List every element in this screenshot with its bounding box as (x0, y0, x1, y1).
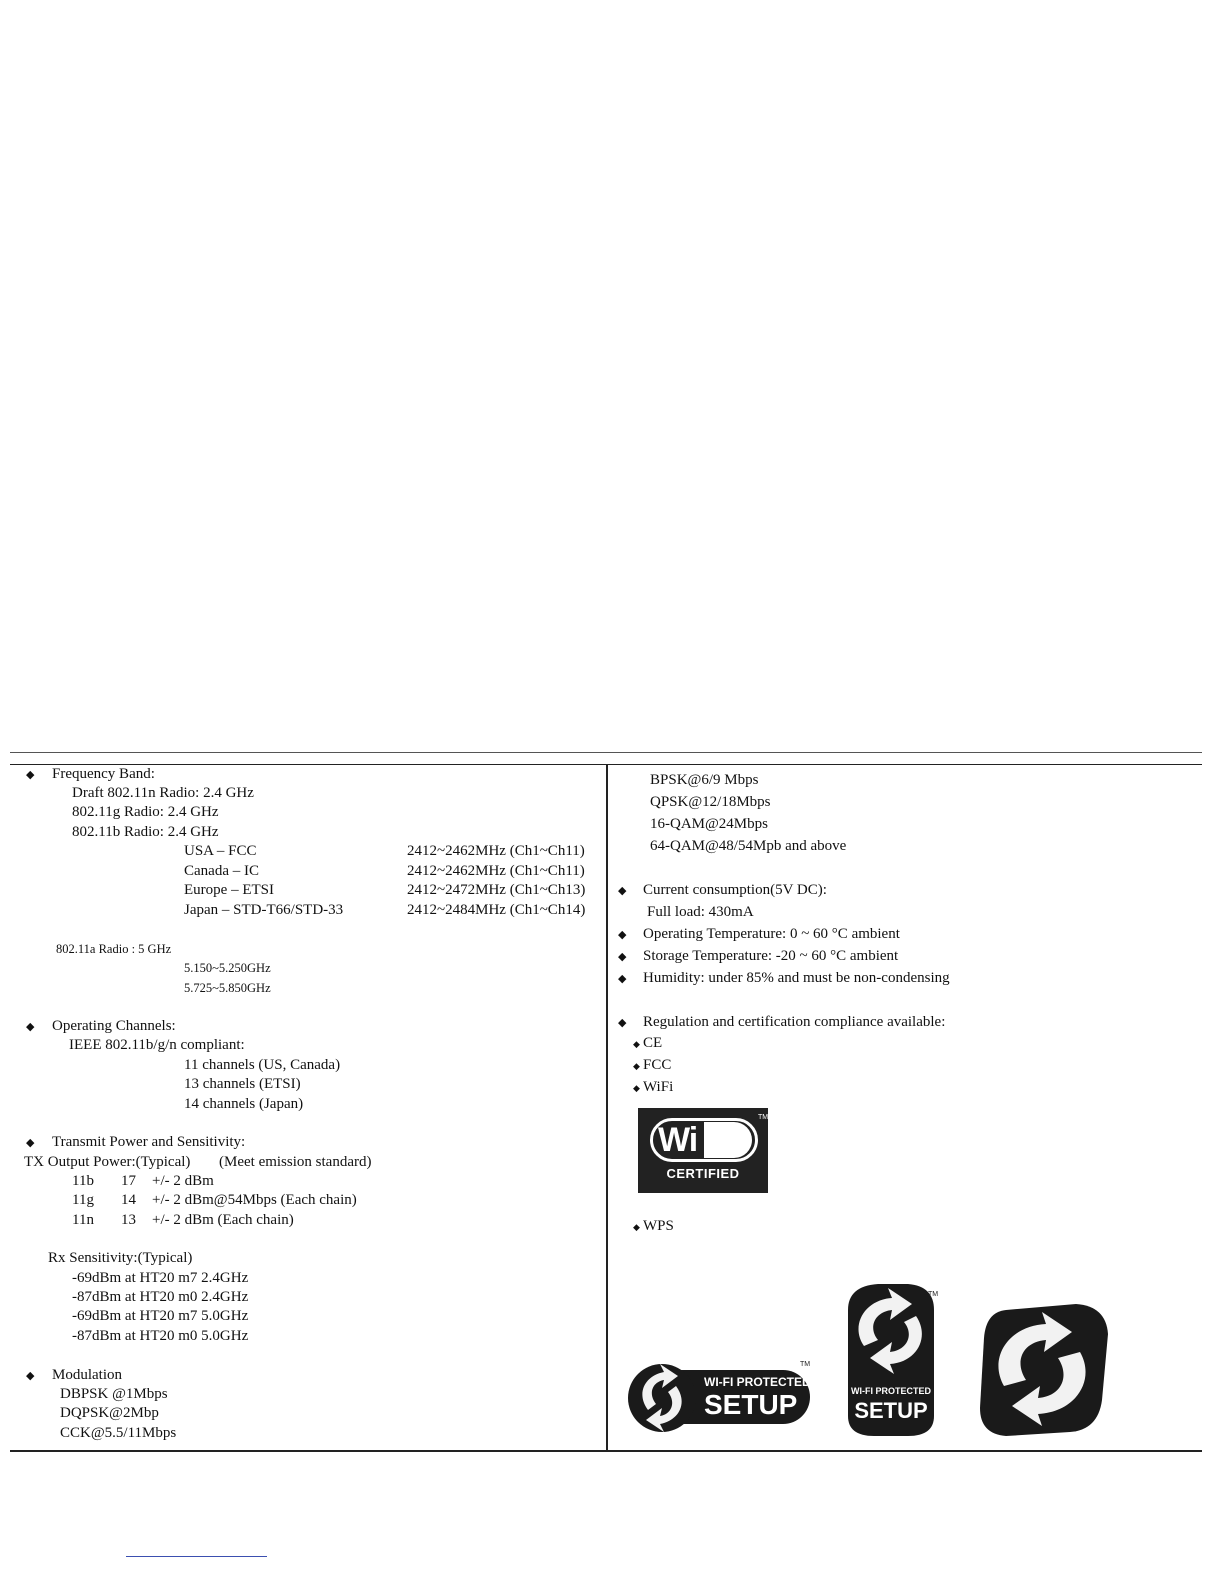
channel-line: 13 channels (ETSI) (184, 1076, 301, 1092)
tx-power: 17 (121, 1173, 136, 1189)
bottom-rule (10, 1450, 1202, 1452)
freq-line: 802.11g Radio: 2.4 GHz (72, 804, 219, 820)
mod-line: BPSK@6/9 Mbps (650, 772, 759, 788)
bullet-icon: ◆ (633, 1222, 640, 1232)
bullet-icon: ◆ (618, 929, 627, 941)
region-name: Europe – ETSI (184, 882, 274, 898)
tx-mode: 11b (72, 1173, 94, 1189)
region-range: 2412~2472MHz (Ch1~Ch13) (407, 882, 586, 898)
humidity: Humidity: under 85% and must be non-condensing (643, 970, 950, 986)
frequency-band-title: Frequency Band: (52, 766, 155, 782)
region-name: Japan – STD-T66/STD-33 (184, 902, 344, 918)
mod-line: CCK@5.5/11Mbps (60, 1425, 177, 1441)
wps-logo-tm: TM (928, 1291, 939, 1298)
wps-logo-line2: SETUP (854, 1398, 928, 1423)
top-rule (10, 752, 1202, 753)
column-divider (606, 764, 608, 1450)
storage-temperature: Storage Temperature: -20 ~ 60 °C ambient (643, 948, 899, 964)
tx-output-note: (Meet emission standard) (219, 1154, 372, 1170)
wps-logo-line1: WI-FI PROTECTED (851, 1386, 931, 1396)
region-name: Canada – IC (184, 863, 259, 879)
tx-power: 13 (121, 1212, 136, 1228)
modulation-title: Modulation (52, 1367, 122, 1383)
bullet-icon: ◆ (633, 1039, 640, 1049)
tx-tolerance: +/- 2 dBm (Each chain) (152, 1212, 294, 1228)
wps-logo-tm: TM (800, 1361, 811, 1368)
footer-link-underline[interactable] (126, 1556, 267, 1557)
rx-line: -69dBm at HT20 m7 5.0GHz (72, 1308, 249, 1324)
region-range: 2412~2462MHz (Ch1~Ch11) (407, 863, 585, 879)
wps-glyph-logo (976, 1300, 1111, 1438)
bullet-icon: ◆ (618, 973, 627, 985)
region-name: USA – FCC (184, 843, 257, 859)
mod-line: 16-QAM@24Mbps (650, 816, 768, 832)
cert-item: CE (643, 1035, 663, 1051)
freq-line: 802.11b Radio: 2.4 GHz (72, 824, 219, 840)
bullet-icon: ◆ (618, 1017, 627, 1029)
wifi-certified-logo (638, 1108, 768, 1193)
wifi-logo-text: Wi Fi (658, 1121, 746, 1159)
bullet-icon: ◆ (26, 1370, 35, 1382)
wps-logo-line2: SETUP (704, 1389, 798, 1420)
rx-line: -87dBm at HT20 m0 5.0GHz (72, 1328, 249, 1344)
mod-line: QPSK@12/18Mbps (650, 794, 771, 810)
mod-line: DQPSK@2Mbp (60, 1405, 159, 1421)
regulation-title: Regulation and certification compliance available: (643, 1014, 946, 1030)
wifi-logo-certified: CERTIFIED (666, 1166, 740, 1181)
a-radio-line: 802.11a Radio : 5 GHz (56, 942, 172, 956)
wps-vertical-logo (838, 1280, 942, 1440)
current-value: Full load: 430mA (647, 904, 754, 920)
cert-item: FCC (643, 1057, 672, 1073)
cert-item: WiFi (643, 1079, 674, 1095)
operating-channels-title: Operating Channels: (52, 1018, 176, 1034)
tx-tolerance: +/- 2 dBm (152, 1173, 214, 1189)
tx-power: 14 (121, 1192, 136, 1208)
bullet-icon: ◆ (618, 951, 627, 963)
a-range: 5.725~5.850GHz (184, 981, 271, 995)
wps-horizontal-logo (626, 1354, 816, 1440)
channel-line: 14 channels (Japan) (184, 1096, 304, 1112)
region-range: 2412~2484MHz (Ch1~Ch14) (407, 902, 586, 918)
operating-temperature: Operating Temperature: 0 ~ 60 °C ambient (643, 926, 900, 942)
bullet-icon: ◆ (618, 885, 627, 897)
rx-line: -69dBm at HT20 m7 2.4GHz (72, 1270, 249, 1286)
a-range: 5.150~5.250GHz (184, 961, 271, 975)
bullet-icon: ◆ (26, 1137, 35, 1149)
current-consumption-title: Current consumption(5V DC): (643, 882, 827, 898)
mod-line: DBPSK @1Mbps (60, 1386, 168, 1402)
rx-line: -87dBm at HT20 m0 2.4GHz (72, 1289, 249, 1305)
transmit-power-title: Transmit Power and Sensitivity: (52, 1134, 246, 1150)
tx-output-label: TX Output Power:(Typical) (24, 1154, 191, 1170)
bullet-icon: ◆ (633, 1083, 640, 1093)
bullet-icon: ◆ (26, 1021, 35, 1033)
mod-line: 64-QAM@48/54Mpb and above (650, 838, 847, 854)
bullet-icon: ◆ (26, 769, 35, 781)
bullet-icon: ◆ (633, 1061, 640, 1071)
channels-compliant: IEEE 802.11b/g/n compliant: (69, 1037, 245, 1053)
tx-mode: 11n (72, 1212, 94, 1228)
cert-item-wps: WPS (643, 1218, 674, 1234)
channel-line: 11 channels (US, Canada) (184, 1057, 341, 1073)
rx-sensitivity-title: Rx Sensitivity:(Typical) (48, 1250, 193, 1266)
tx-tolerance: +/- 2 dBm@54Mbps (Each chain) (152, 1192, 357, 1208)
freq-line: Draft 802.11n Radio: 2.4 GHz (72, 785, 254, 801)
wifi-logo-tm: TM (758, 1114, 769, 1121)
tx-mode: 11g (72, 1192, 94, 1208)
wps-logo-line1: WI-FI PROTECTED (704, 1375, 811, 1389)
region-range: 2412~2462MHz (Ch1~Ch11) (407, 843, 585, 859)
